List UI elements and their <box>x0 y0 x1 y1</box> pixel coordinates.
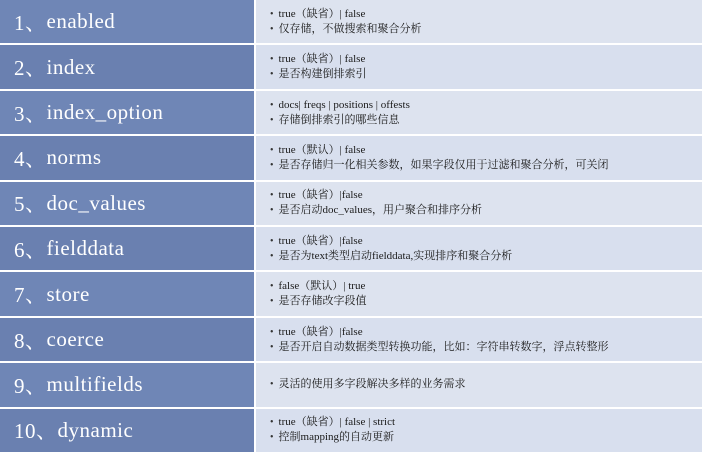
parameter-label: norms <box>46 145 102 170</box>
parameter-label: enabled <box>46 9 116 34</box>
description-text: true（缺省）| false | strict <box>278 416 396 429</box>
table-row <box>0 182 702 227</box>
bullet-icon: • <box>270 296 274 308</box>
description-text: 是否开启自动数据类型转换功能，比如：字符串转数字，浮点转整形 <box>278 340 609 353</box>
description-line <box>270 279 694 294</box>
parameter-label: multifields <box>46 372 143 397</box>
parameter-description-cell <box>256 409 702 454</box>
table-row <box>0 363 702 408</box>
description-text: 存储倒排索引的哪些信息 <box>278 113 400 126</box>
parameter-description-cell <box>256 45 702 90</box>
description-line <box>270 234 694 249</box>
description-line <box>270 340 694 355</box>
bullet-icon: • <box>270 23 274 35</box>
parameter-name-cell <box>0 227 256 272</box>
description-text: 是否构建倒排索引 <box>278 68 367 81</box>
row-index: 2、 <box>14 56 47 81</box>
table-row <box>0 409 702 454</box>
parameter-description-cell <box>256 182 702 227</box>
bullet-icon: • <box>270 144 274 156</box>
bullet-icon: • <box>270 159 274 171</box>
bullet-icon: • <box>270 235 274 247</box>
parameter-description-cell <box>256 227 702 272</box>
row-index: 6、 <box>14 237 47 262</box>
description-line <box>270 98 694 113</box>
bullet-icon: • <box>270 99 274 111</box>
parameter-name-cell <box>0 136 256 181</box>
description-line <box>270 22 694 37</box>
table-row <box>0 318 702 363</box>
description-line <box>270 7 694 22</box>
row-index: 1、 <box>14 10 47 35</box>
parameter-name-cell <box>0 363 256 408</box>
parameter-name-cell <box>0 91 256 136</box>
description-line <box>270 113 694 128</box>
bullet-icon: • <box>270 432 274 444</box>
bullet-icon: • <box>270 190 274 202</box>
description-text: 灵活的使用多字段解决多样的业务需求 <box>278 378 466 391</box>
parameter-name-cell <box>0 409 256 454</box>
description-text: 仅存储，不做搜索和聚合分析 <box>278 22 422 35</box>
description-text: false（默认）| true <box>278 280 366 293</box>
parameter-label: coerce <box>46 327 105 352</box>
description-line <box>270 203 694 218</box>
table-row <box>0 45 702 90</box>
description-line <box>270 430 694 445</box>
parameter-description-cell <box>256 363 702 408</box>
description-text: 是否存储归一化相关参数，如果字段仅用于过滤和聚合分析，可关闭 <box>278 158 609 171</box>
parameter-name-cell <box>0 45 256 90</box>
description-line <box>270 325 694 340</box>
bullet-icon: • <box>270 341 274 353</box>
parameter-description-cell <box>256 272 702 317</box>
row-index: 10、 <box>14 419 58 444</box>
description-line <box>270 52 694 67</box>
description-line <box>270 415 694 430</box>
description-line <box>270 188 694 203</box>
parameter-name-cell <box>0 0 256 45</box>
parameter-description-cell <box>256 136 702 181</box>
table-row <box>0 136 702 181</box>
table-row <box>0 91 702 136</box>
description-text: 是否启动doc_values，用户聚合和排序分析 <box>278 204 482 217</box>
parameter-description-cell <box>256 0 702 45</box>
parameter-label: index_option <box>46 100 164 125</box>
bullet-icon: • <box>270 281 274 293</box>
table-row <box>0 272 702 317</box>
parameter-description-cell <box>256 91 702 136</box>
description-text: true（缺省）| false <box>278 7 366 20</box>
bullet-icon: • <box>270 8 274 20</box>
parameter-label: index <box>46 54 96 79</box>
parameter-name-cell <box>0 272 256 317</box>
parameter-label: doc_values <box>46 190 146 215</box>
description-text: true（缺省）| false <box>278 53 366 66</box>
description-line <box>270 377 694 392</box>
description-line <box>270 294 694 309</box>
parameter-description-cell <box>256 318 702 363</box>
row-index: 5、 <box>14 192 47 217</box>
parameter-label: dynamic <box>57 417 134 442</box>
bullet-icon: • <box>270 250 274 262</box>
description-line <box>270 249 694 264</box>
table-row <box>0 0 702 45</box>
parameter-label: store <box>46 281 90 306</box>
description-text: true（缺省）|false <box>278 325 363 338</box>
description-text: 控制mapping的自动更新 <box>278 431 395 444</box>
row-index: 4、 <box>14 146 47 171</box>
description-text: true（缺省）|false <box>278 234 363 247</box>
row-index: 3、 <box>14 101 47 126</box>
row-index: 9、 <box>14 373 47 398</box>
description-text: true（缺省）|false <box>278 189 363 202</box>
parameter-name-cell <box>0 318 256 363</box>
parameter-label: fielddata <box>46 236 125 261</box>
description-text: 是否存储改字段值 <box>278 295 367 308</box>
bullet-icon: • <box>270 326 274 338</box>
description-line <box>270 158 694 173</box>
parameter-name-cell <box>0 182 256 227</box>
row-index: 8、 <box>14 328 47 353</box>
bullet-icon: • <box>270 417 274 429</box>
description-text: true（默认）| false <box>278 143 366 156</box>
bullet-icon: • <box>270 379 274 391</box>
description-line <box>270 143 694 158</box>
table-row <box>0 227 702 272</box>
description-text: 是否为text类型启动fielddata,实现排序和聚合分析 <box>278 249 513 262</box>
description-line <box>270 67 694 82</box>
row-index: 7、 <box>14 283 47 308</box>
bullet-icon: • <box>270 205 274 217</box>
description-text: docs| freqs | positions | offests <box>278 98 410 111</box>
bullet-icon: • <box>270 54 274 66</box>
bullet-icon: • <box>270 69 274 81</box>
bullet-icon: • <box>270 114 274 126</box>
